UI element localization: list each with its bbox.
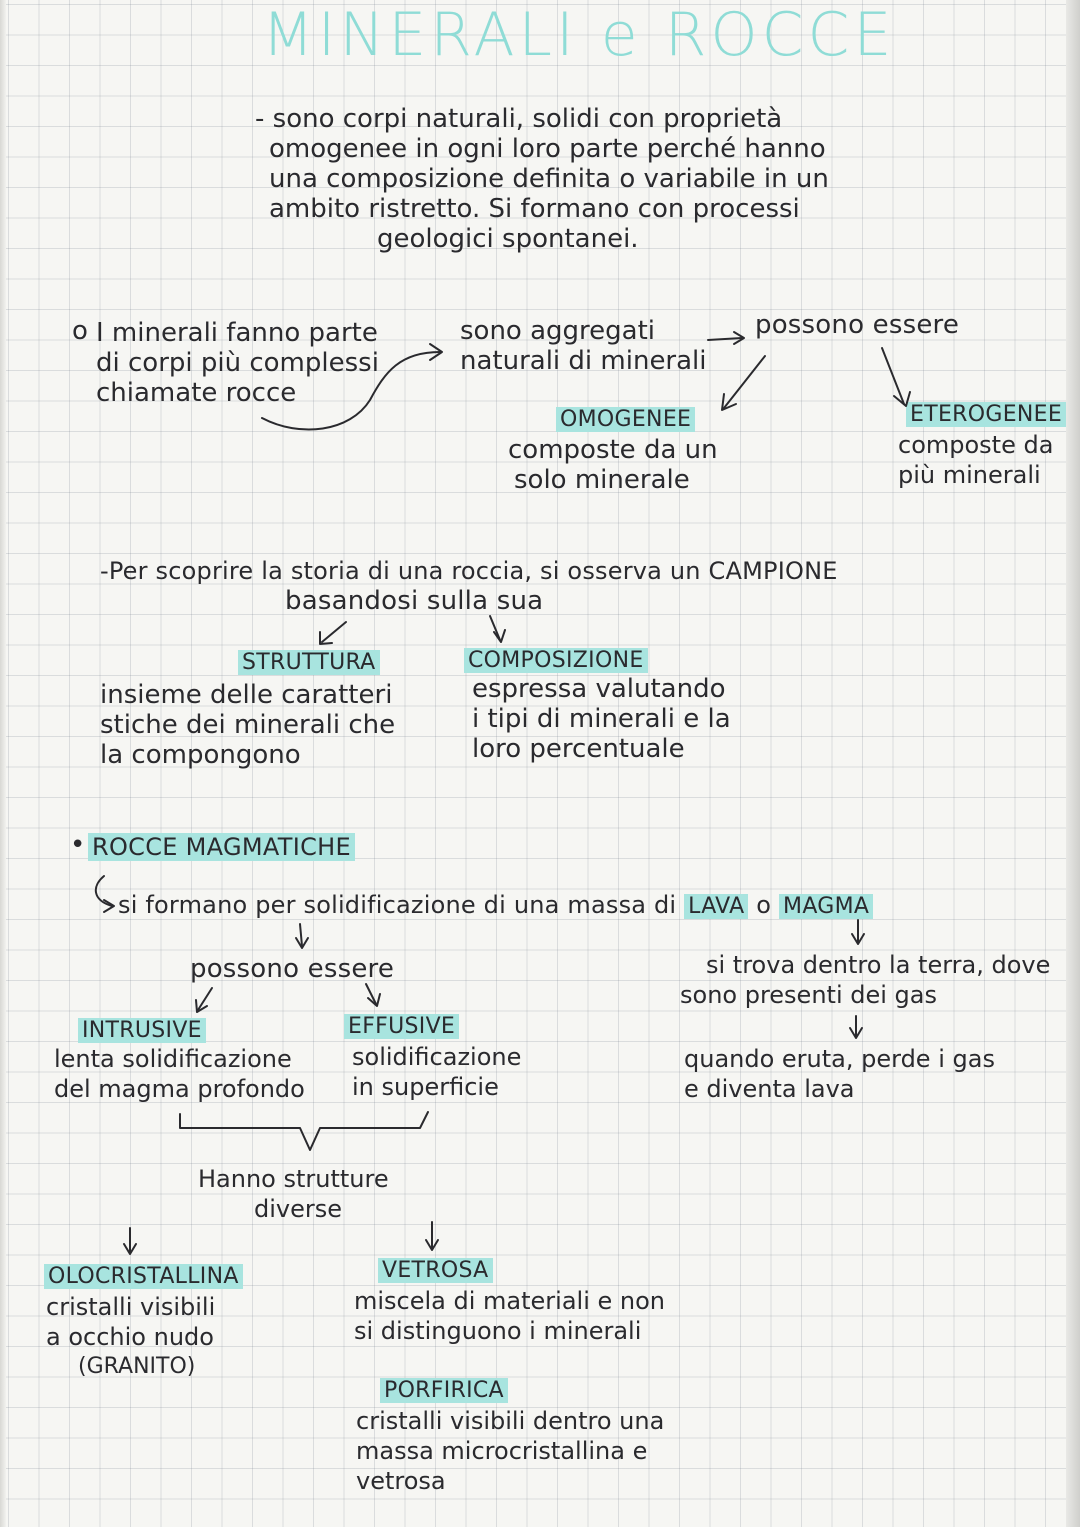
- arrowhead: [368, 994, 380, 1006]
- struttura-text: [100, 680, 395, 770]
- arrowhead: [852, 934, 864, 944]
- intro-line: omogenee in ogni loro parte perché hanno: [269, 134, 826, 164]
- vetrosa-text: [354, 1286, 665, 1346]
- porfirica-text: [356, 1406, 664, 1496]
- intrusive-highlight: INTRUSIVE: [78, 1018, 206, 1043]
- effusive-line: solidificazione: [352, 1043, 522, 1071]
- composizione-line: i tipi di minerali e la: [472, 704, 731, 734]
- notebook-right-edge: [1066, 0, 1080, 1527]
- omogenee-label: [556, 405, 695, 435]
- formation-line: [118, 890, 873, 922]
- minerals-line: I minerali fanno parte: [96, 318, 378, 348]
- arrowhead: [430, 344, 442, 360]
- arrowhead: [296, 938, 308, 948]
- bracket: [180, 1112, 428, 1150]
- porfirica-line: massa microcristallina e: [356, 1437, 648, 1465]
- magma-description: [680, 950, 1050, 1010]
- olocristallina-line: (GRANITO): [78, 1354, 196, 1379]
- effusive-highlight: EFFUSIVE: [344, 1014, 459, 1039]
- composizione-label: [464, 646, 648, 676]
- omogenee-line: composte da un: [508, 435, 718, 465]
- eterogenee-highlight: ETEROGENEE: [906, 402, 1066, 427]
- formation-prefix: si formano per solidificazione di una massa di: [118, 891, 677, 919]
- arrowhead: [196, 1000, 207, 1012]
- porfirica-line: vetrosa: [356, 1467, 446, 1495]
- eterogenee-label: [906, 400, 1066, 430]
- struttura-line: insieme delle caratteri: [100, 680, 393, 710]
- arrowhead: [850, 1028, 862, 1038]
- olocristallina-highlight: OLOCRISTALLINA: [44, 1264, 243, 1289]
- omogenee-highlight: OMOGENEE: [556, 407, 695, 432]
- omogenee-text: [508, 435, 718, 495]
- arrowhead: [722, 394, 736, 410]
- minerals-line: chiamate rocce: [96, 378, 297, 408]
- effusive-label: [344, 1012, 459, 1042]
- effusive-text: [352, 1042, 521, 1102]
- eterogenee-text: [898, 430, 1053, 490]
- vetrosa-highlight: VETROSA: [378, 1258, 493, 1283]
- arrow-right: [708, 338, 742, 340]
- minerals-line: di corpi più complessi: [96, 348, 379, 378]
- porfirica-line: cristalli visibili dentro una: [356, 1407, 665, 1435]
- composizione-line: loro percentuale: [472, 734, 685, 764]
- strutture-text: [198, 1164, 389, 1224]
- intro-paragraph: [255, 104, 829, 254]
- arrowhead: [104, 900, 114, 912]
- olocristallina-text: [46, 1292, 215, 1382]
- struttura-line: stiche dei minerali che: [100, 710, 396, 740]
- arrow-effusive: [366, 984, 376, 1004]
- composizione-text: [472, 674, 731, 764]
- magma-highlight: MAGMA: [779, 894, 873, 919]
- arrow-omogenee: [724, 356, 765, 408]
- lava-line: quando eruta, perde i gas: [684, 1045, 995, 1073]
- magma-line: si trova dentro la terra, dove: [706, 951, 1051, 979]
- curl-arrow: [96, 876, 112, 906]
- arrow-composizione: [490, 616, 500, 640]
- olocristallina-line: a occhio nudo: [46, 1323, 214, 1351]
- olocristallina-line: cristalli visibili: [46, 1293, 216, 1321]
- arrow-intrusive: [198, 988, 212, 1010]
- arrowhead: [734, 332, 744, 344]
- strutture-line: Hanno strutture: [198, 1165, 389, 1193]
- lava-highlight: LAVA: [684, 894, 748, 919]
- arrow-down-per: [300, 924, 302, 946]
- olocristallina-label: [44, 1262, 243, 1292]
- possono-essere-magmatiche: possono essere: [190, 954, 395, 984]
- lava-line: e diventa lava: [684, 1075, 855, 1103]
- vetrosa-line: miscela di materiali e non: [354, 1287, 666, 1315]
- storia-line: -Per scoprire la storia di una roccia, si osserva un CAMPIONE: [100, 557, 838, 585]
- lava-description: [684, 1044, 995, 1104]
- arrow-struttura: [322, 622, 346, 642]
- effusive-line: in superficie: [352, 1073, 499, 1101]
- porfirica-highlight: PORFIRICA: [380, 1378, 508, 1403]
- basandosi-line: basandosi sulla sua: [285, 586, 544, 616]
- intrusive-line: del magma profondo: [54, 1075, 305, 1103]
- eterogenee-line: composte da: [898, 431, 1054, 459]
- intrusive-text: [54, 1044, 305, 1104]
- possono-essere-label: possono essere: [755, 310, 960, 340]
- composizione-line: espressa valutando: [472, 674, 726, 704]
- intro-line: ambito ristretto. Si formano con processi: [269, 194, 800, 224]
- bullet-circle: o: [72, 316, 89, 346]
- arrowhead: [494, 630, 505, 642]
- struttura-label: [238, 648, 380, 678]
- struttura-line: la compongono: [100, 740, 301, 770]
- aggregati-text: [460, 316, 707, 376]
- arrowhead: [124, 1244, 136, 1254]
- bullet-dot: •: [70, 830, 86, 860]
- intrusive-line: lenta solidificazione: [54, 1045, 292, 1073]
- aggregati-line: naturali di minerali: [460, 346, 707, 376]
- aggregati-line: sono aggregati: [460, 316, 656, 346]
- magmatiche-heading: [88, 832, 355, 862]
- arrowhead: [320, 632, 332, 644]
- porfirica-label: [380, 1376, 508, 1406]
- intro-line: geologici spontanei.: [377, 224, 639, 254]
- omogenee-line: solo minerale: [514, 465, 690, 495]
- magmatiche-highlight: ROCCE MAGMATICHE: [88, 833, 355, 861]
- vetrosa-line: si distinguono i minerali: [354, 1317, 642, 1345]
- page-title: MINERALI e ROCCE: [262, 0, 896, 70]
- intro-line: - sono corpi naturali, solidi con proprietà: [255, 104, 783, 134]
- struttura-highlight: STRUTTURA: [238, 650, 380, 675]
- magma-line: sono presenti dei gas: [680, 981, 937, 1009]
- arrowhead: [426, 1240, 438, 1250]
- vetrosa-label: [378, 1256, 493, 1286]
- eterogenee-line: più minerali: [898, 461, 1041, 489]
- minerals-text: [96, 318, 379, 408]
- arrow-eterogenee: [882, 348, 904, 404]
- intrusive-label: [78, 1016, 206, 1046]
- intro-line: una composizione definita o variabile in un: [269, 164, 829, 194]
- composizione-highlight: COMPOSIZIONE: [464, 648, 648, 673]
- strutture-line: diverse: [254, 1195, 343, 1223]
- notebook-left-edge: [0, 0, 6, 1527]
- formation-o: o: [756, 891, 772, 919]
